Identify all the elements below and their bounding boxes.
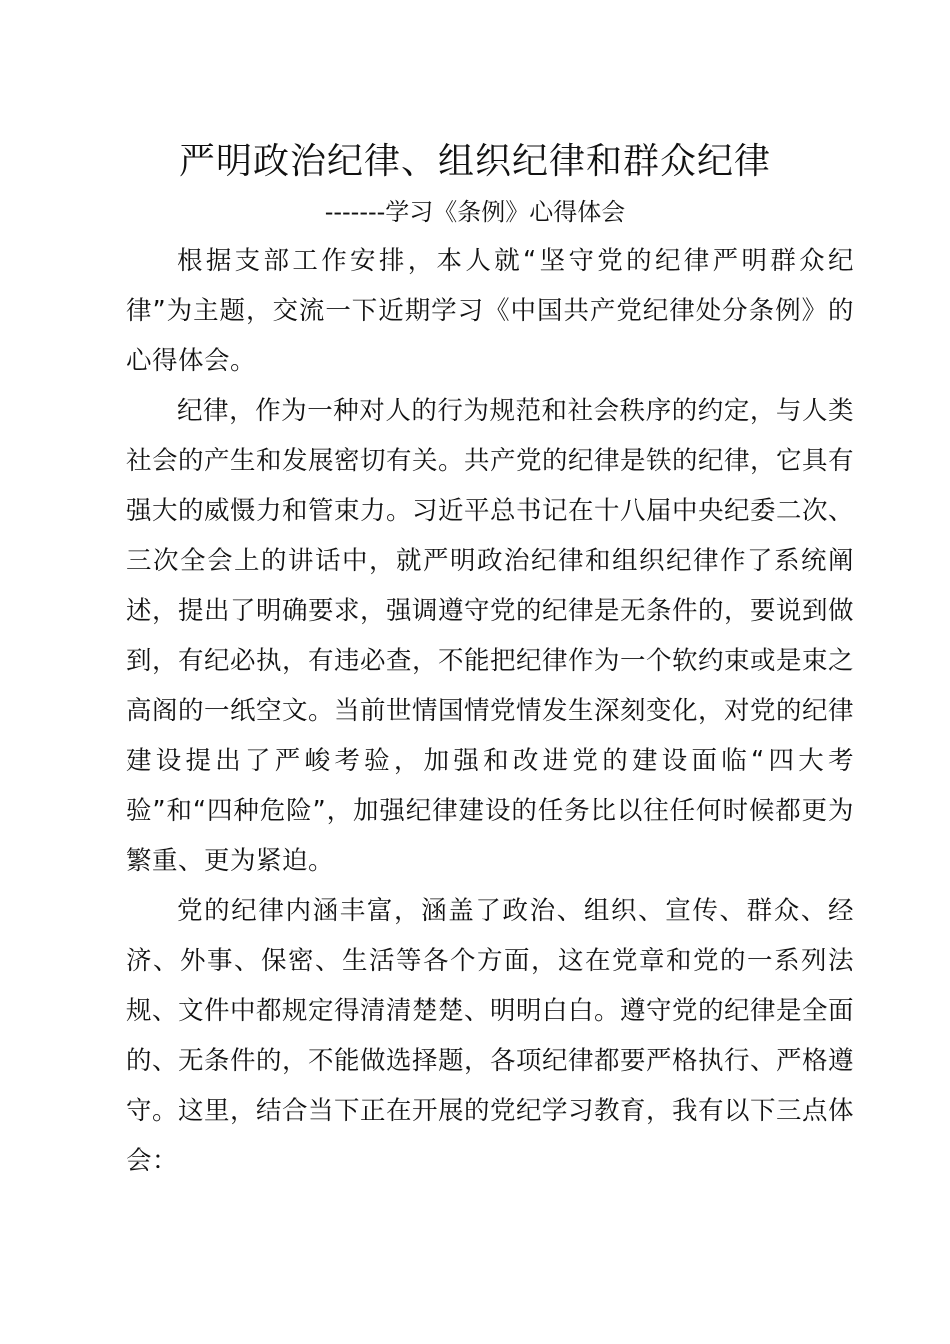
document-title: 严明政治纪律、组织纪律和群众纪律 (178, 141, 771, 182)
document-body (126, 236, 854, 1186)
paragraph-3: 党的纪律内涵丰富，涵盖了政治、组织、宣传、群众、经济、外事、保密、生活等各个方面，这在党章和党的一系列法规、文件中都规定得清清楚楚、明明白白。遵守党的纪律是全面的、无条件的，不能做选择题，各项纪律都要严格执行、严格遵守。这里，结合当下正在开展的党纪学习教育，我有以下三点体会： (126, 896, 855, 1176)
document-subtitle: -------学习《条例》心得体会 (324, 198, 626, 226)
paragraph-2: 纪律，作为一种对人的行为规范和社会秩序的约定，与人类社会的产生和发展密切有关。共产党的纪律是铁的纪律，它具有强大的威慑力和管束力。习近平总书记在十八届中央纪委二次、三次全会上的讲话中，就严明政治纪律和组织纪律作了系统阐述，提出了明确要求，强调遵守党的纪律是无条件的，要说到做到，有纪必执，有违必查，不能把纪律作为一个软约束或是束之高阁的一纸空文。当前世情国情党情发生深刻变化，对党的纪律建设提出了严峻考验，加强和改进党的建设面临“四大考验”和“四种危险”，加强纪律建设的任务比以往任何时候都更为繁重、更为紧迫。 (126, 396, 855, 876)
paragraph-1: 根据支部工作安排，本人就“坚守党的纪律严明群众纪律”为主题，交流一下近期学习《中国共产党纪律处分条例》的心得体会。 (126, 246, 854, 376)
